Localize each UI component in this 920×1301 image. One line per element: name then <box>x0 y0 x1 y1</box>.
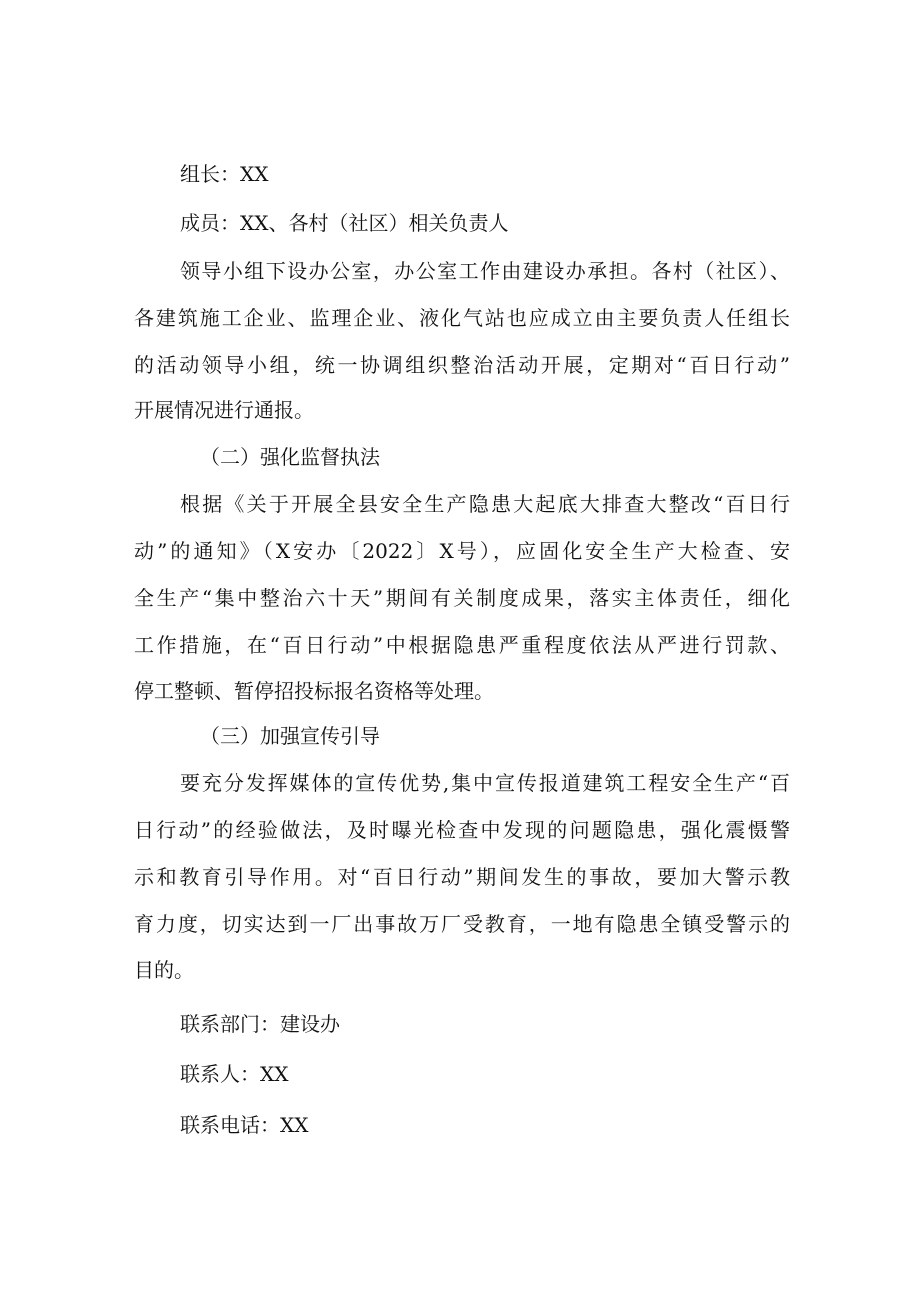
paragraph-line: 示和教育引导作用。对“百日行动”期间发生的事故，要加大警示教 <box>134 865 790 889</box>
paragraph-line: 停工整顿、暂停招投标报名资格等处理。 <box>134 679 494 703</box>
contact-phone-line: 联系电话：XX <box>180 1113 309 1137</box>
paragraph-line: 各建筑施工企业、监理企业、液化气站也应成立由主要负责人任组长 <box>134 306 790 330</box>
paragraph-line: 目的。 <box>134 958 194 982</box>
paragraph-line: 工作措施，在“百日行动”中根据隐患严重程度依法从严进行罚款、 <box>134 633 790 657</box>
team-members-line: 成员：XX、各村（社区）相关负责人 <box>180 211 509 235</box>
paragraph-line: 开展情况进行通报。 <box>134 398 314 422</box>
contact-department-line: 联系部门：建设办 <box>180 1012 340 1036</box>
paragraph-line: 日行动”的经验做法，及时曝光检查中发现的问题隐患，强化震慑警 <box>134 818 790 842</box>
paragraph-line: 全生产“集中整治六十天”期间有关制度成果，落实主体责任，细化 <box>134 586 790 610</box>
team-leader-line: 组长：XX <box>180 162 269 186</box>
section-heading-2: （二）强化监督执法 <box>200 445 380 469</box>
paragraph-line: 动”的通知》（X安办〔2022〕X号），应固化安全生产大检查、安 <box>134 539 790 563</box>
section-heading-3: （三）加强宣传引导 <box>200 724 380 748</box>
paragraph-line: 根据《关于开展全县安全生产隐患大起底大排查大整改“百日行 <box>180 492 790 516</box>
paragraph-line: 要充分发挥媒体的宣传优势,集中宣传报道建筑工程安全生产“百 <box>180 771 790 795</box>
paragraph-line: 的活动领导小组，统一协调组织整治活动开展，定期对“百日行动” <box>134 353 790 377</box>
paragraph-line: 育力度，切实达到一厂出事故万厂受教育，一地有隐患全镇受警示的 <box>134 912 790 936</box>
paragraph-line: 领导小组下设办公室，办公室工作由建设办承担。各村（社区）、 <box>180 259 790 283</box>
contact-person-line: 联系人：XX <box>180 1062 289 1086</box>
